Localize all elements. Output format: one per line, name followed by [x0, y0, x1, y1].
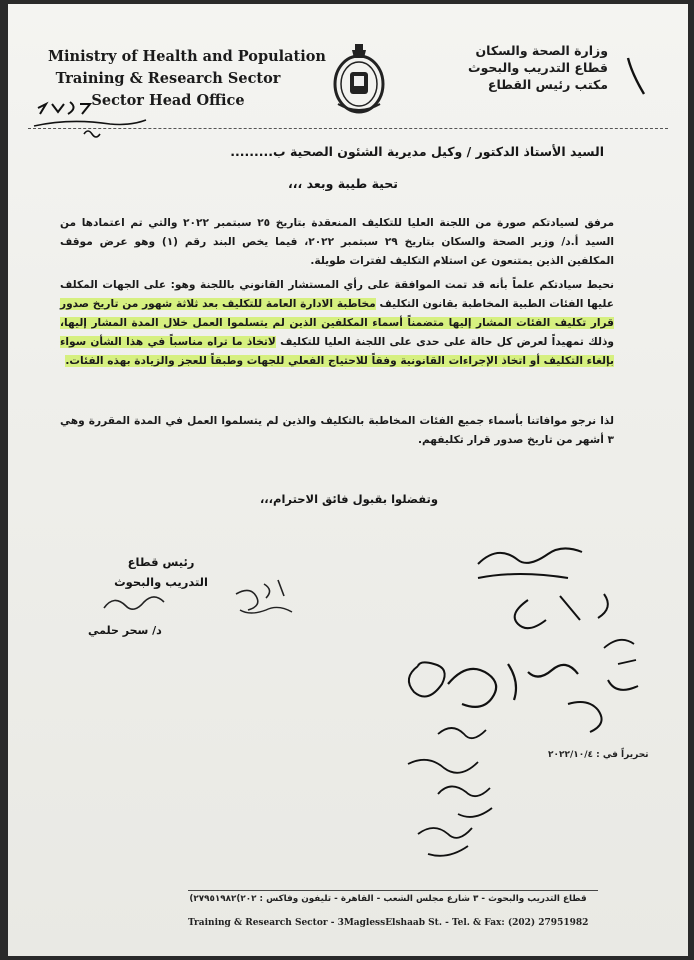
- signature-title-line-2: التدريب والبحوث: [114, 575, 208, 589]
- handwritten-reference-number: [30, 96, 150, 140]
- highlighted-text-1: مخاطبة الادارة العامة للتكليف بعد ثلاثة شهور من تاريخ صدور قرار تكليف الفئات المشار إليها متضمناً أسماء المكلفين الذين لم يتسلموا العمل خلال المدة المشار إليها،: [60, 298, 614, 329]
- letterhead-arabic: [408, 42, 608, 93]
- paragraph-1: مرفق لسيادتكم صورة من اللجنة العليا للتكليف المنعقدة بتاريخ ٢٥ سبتمبر ٢٠٢٢ والتي تم اعتمادها من السيد أ.د/ وزير الصحة والسكان بتاريخ ٢٩ سبتمبر ٢٠٢٢، فيما يخص البند رقم (١) وهو عرض موقف المكلفين الذين يمتنعون عن استلام التكليف لفترات طويلة.: [60, 217, 614, 267]
- paragraph-2: [60, 276, 614, 371]
- paragraph-2-intro: نحيط سيادتكم علماً بأنه قد تمت الموافقة على رأي المستشار القانوني باللجنة وهو: على الجهات المكلف عليها الفئات الطبية المخاطبة بقانون التكليف: [60, 279, 614, 310]
- office-name-en: Sector Head Office: [91, 92, 245, 109]
- footer-divider: [188, 890, 598, 891]
- ministry-logo-icon: [328, 42, 390, 116]
- ministry-name-en: Ministry of Health and Population: [48, 48, 326, 65]
- office-name-ar: مكتب رئيس القطاع: [487, 77, 608, 92]
- header-divider: [28, 128, 668, 129]
- letter-page: [8, 4, 688, 956]
- sector-name-en: Training & Research Sector: [55, 70, 281, 87]
- footer-address-ar: قطاع التدريب والبحوث - ٣ شارع مجلس الشعب - القاهرة - تليفون وفاكس : ٢٠٢)٢٧٩٥١٩٨٢): [189, 894, 587, 904]
- paragraph-2-middle: وذلك تمهيداً لعرض كل حالة على حدى على اللجنة العليا للتكليف: [280, 336, 614, 348]
- date-written: تحريراً في : ٢٠٢٢/١٠/٤: [548, 750, 649, 760]
- paragraph-3: لذا نرجو موافاتنا بأسماء جميع الفئات المخاطبة بالتكليف والذين لم يتسلموا العمل في المدة المقررة وهي ٣ أشهر من تاريخ صدور قرار تكليفهم.: [60, 415, 614, 446]
- greeting: تحية طيبة وبعد ،،،: [288, 176, 398, 191]
- highlighted-text-2: لاتخاذ ما تراه مناسباً في هذا الشأن سواء بإلغاء التكليف أو اتخاذ الإجراءات القانونية وفقاً للاحتياج الفعلي للجهات وطبقاً للعجز والزيادة بهذه الفئات.: [60, 336, 614, 367]
- signature-title-line-1: رئيس قطاع: [127, 555, 195, 569]
- signatory-name: د/ سحر حلمي: [88, 624, 162, 637]
- salutation: السيد الأستاذ الدكتور / وكيل مديرية الشئون الصحية ب.........: [230, 144, 604, 159]
- sector-name-ar: قطاع التدريب والبحوث: [468, 60, 608, 75]
- ministry-name-ar: وزارة الصحة والسكان: [475, 43, 608, 58]
- footer-address-en: Training & Research Sector - 3MaglessElshaab St. - Tel. & Fax: (202) 27951982: [188, 918, 589, 928]
- signature-title: [96, 552, 226, 592]
- closing-line: وتفضلوا بقبول فائق الاحترام،،،: [259, 492, 438, 506]
- handwritten-slash-mark: [622, 54, 652, 98]
